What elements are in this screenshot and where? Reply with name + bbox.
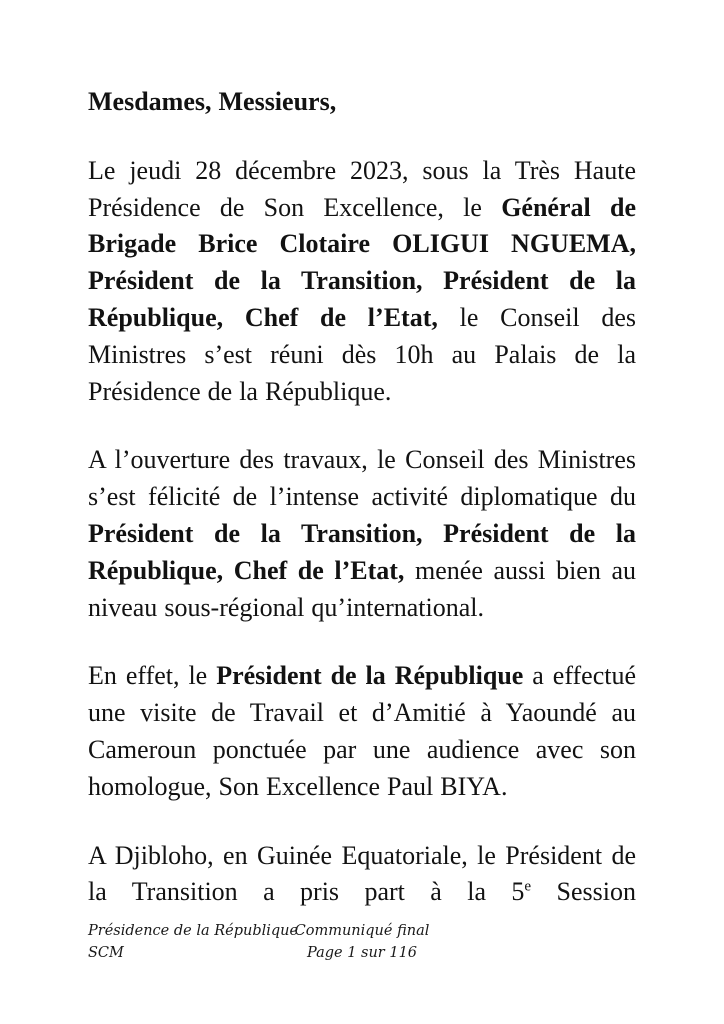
paragraph-council-meeting: Le jeudi 28 décembre 2023, sous la Très Haute Présidence de Son Excellence, le Général de Brigade Brice Clotaire OLIGUI NGUEMA, Président de la Transition, Président de la République, Chef de l’Etat, le Conseil des Ministres s’est réuni dès 10h au Palais de la Présidence de la République.: [88, 155, 636, 406]
footer-doc-title: Communiqué final: [294, 923, 430, 939]
footer-center-block: [0, 921, 724, 964]
footer-org-name: Présidence de la République: [88, 923, 299, 939]
paragraph-diplomatic-activity: A l’ouverture des travaux, le Conseil des Ministres s’est félicité de l’intense activité diplomatique du Président de la Transition, Président de la République, Chef de l’Etat, menée aussi bien au niveau sous-régional qu’international.: [88, 445, 636, 622]
paragraph-salutation: Mesdames, Messieurs,: [88, 87, 337, 116]
footer-org-service: SCM: [88, 944, 124, 961]
footer-page-number: Page 1 sur 116: [306, 944, 418, 961]
paragraph-yaounde-visit: En effet, le Président de la République a effectué une visite de Travail et d’Amitié à Yaoundé au Cameroun ponctuée par une audience avec son homologue, Son Excellence Paul BIYA.: [88, 661, 637, 801]
paragraph-djibloho-session: A Djibloho, en Guinée Equatoriale, le Président de la Transition a pris part à la 5e Session: [88, 840, 636, 907]
